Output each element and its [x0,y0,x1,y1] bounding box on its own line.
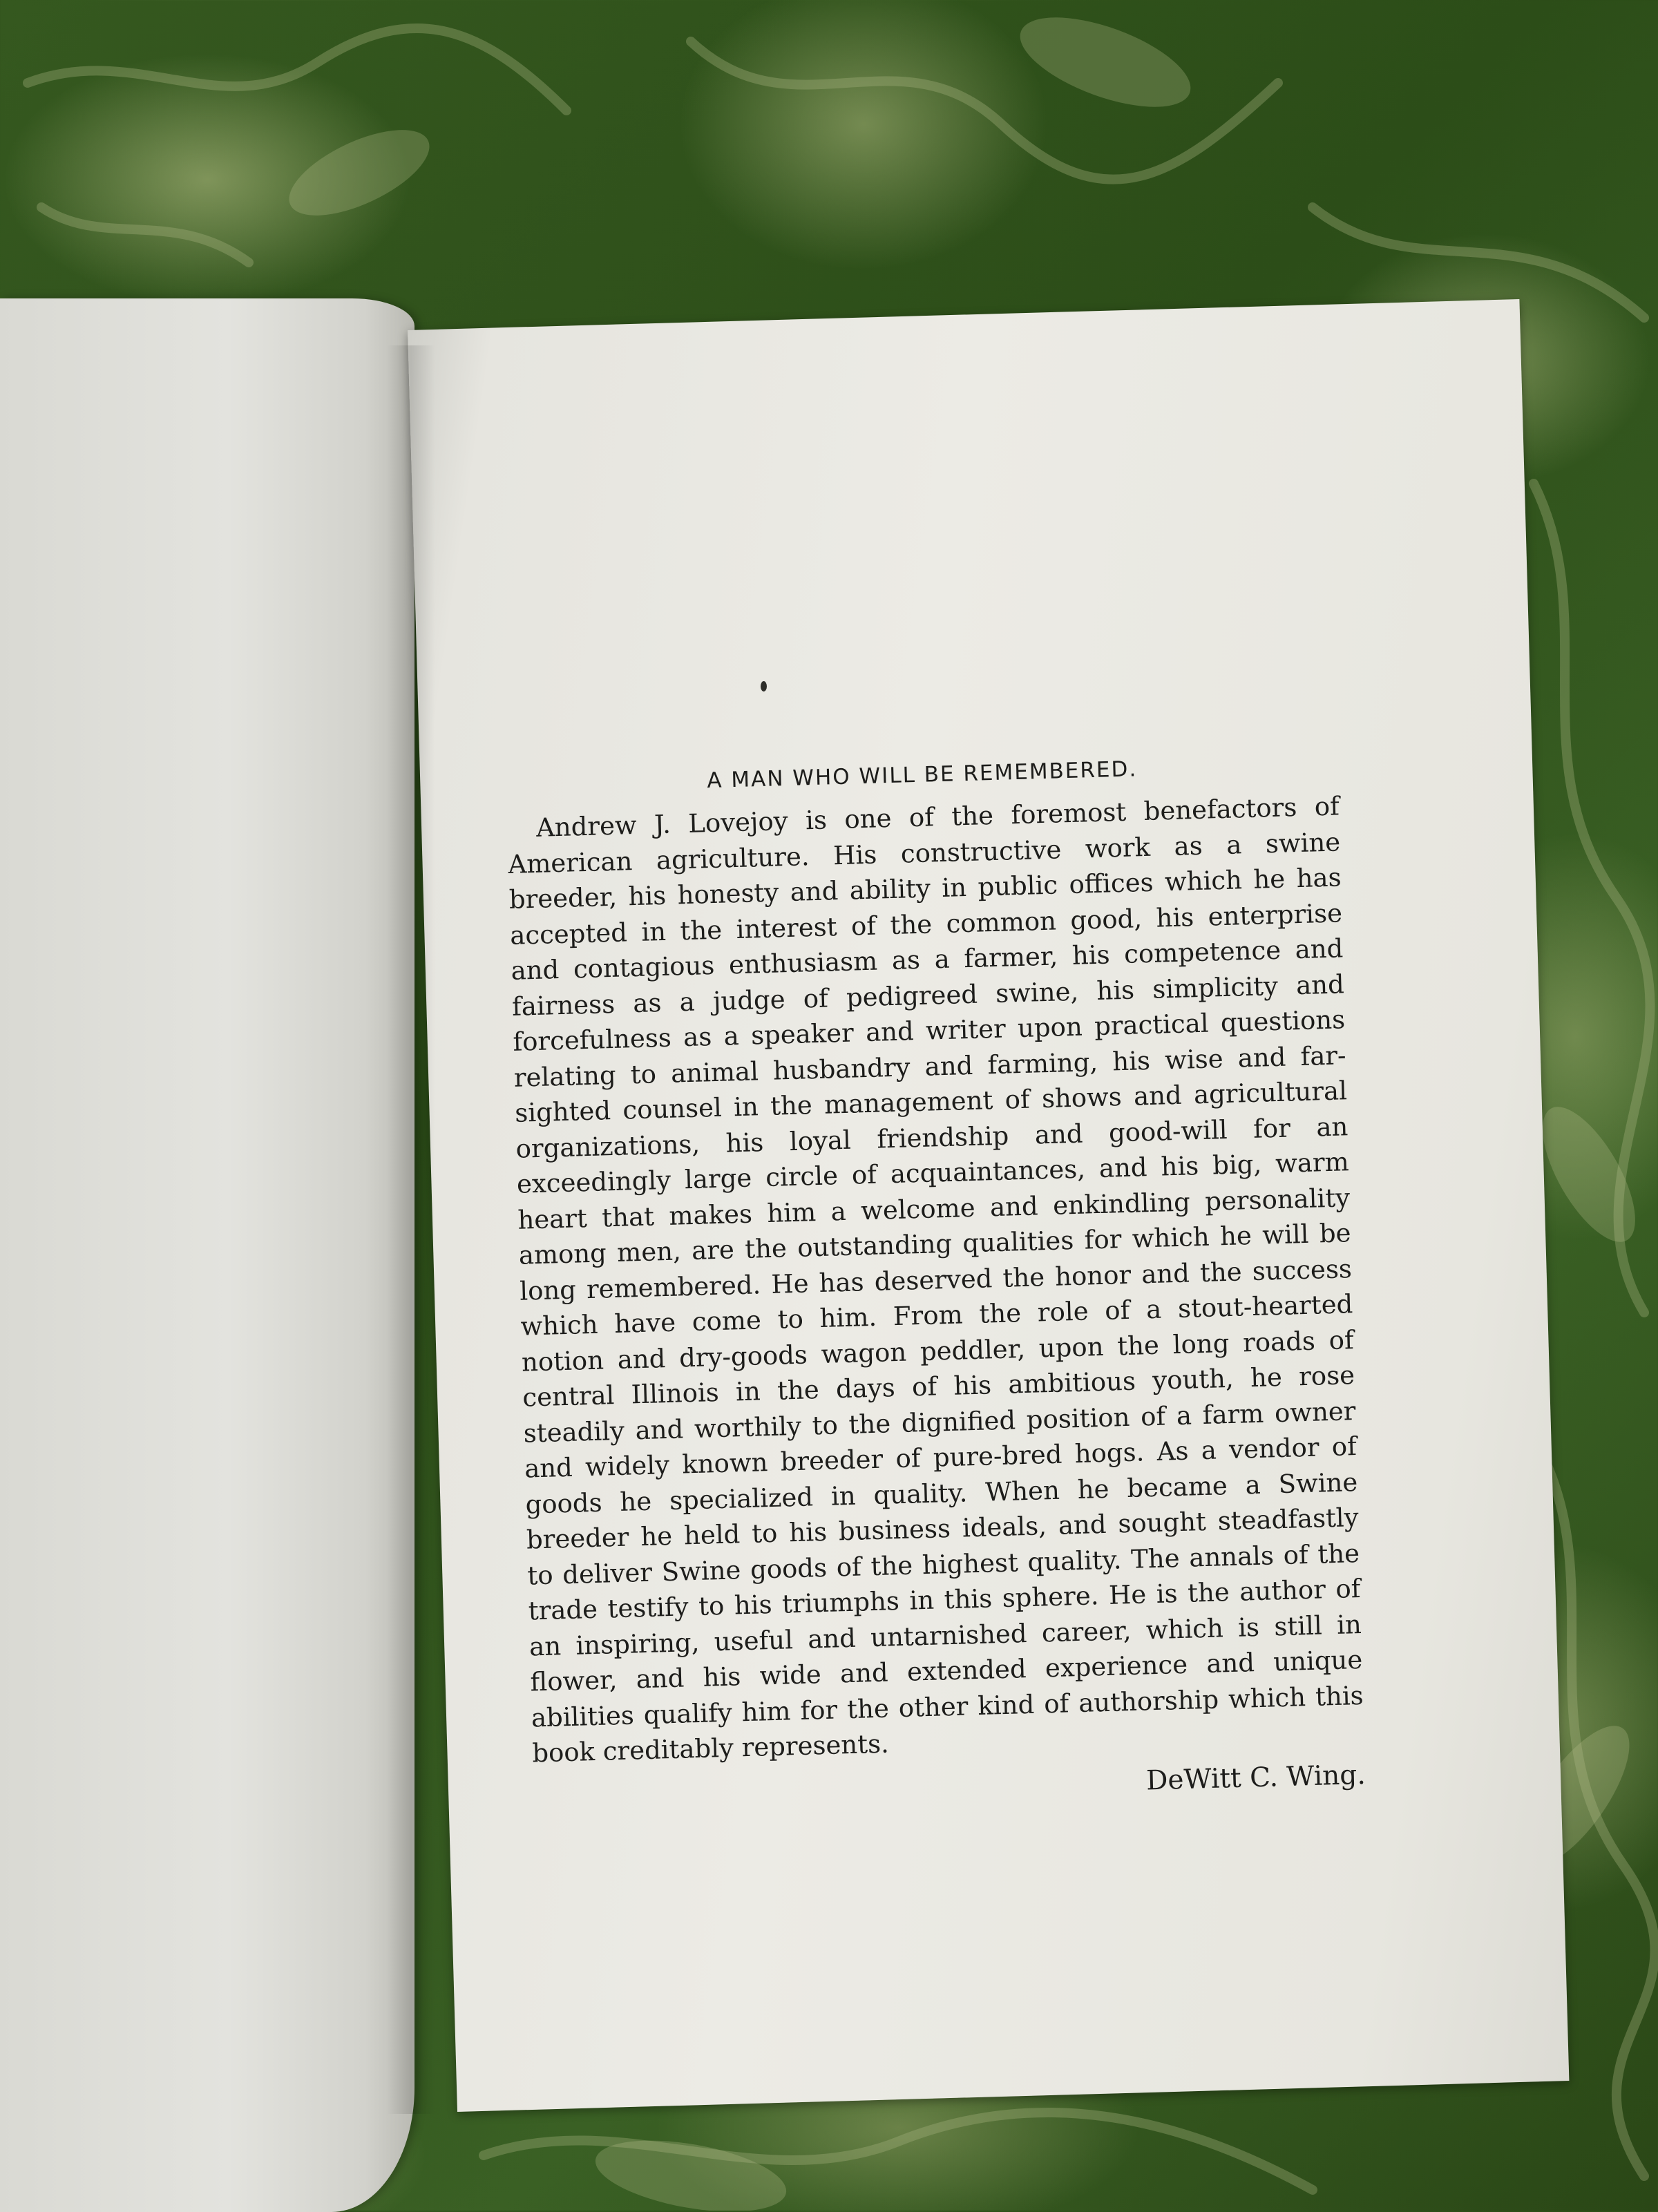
page-heading: A MAN WHO WILL BE REMEMBERED. [706,756,1138,794]
ink-speck [761,681,767,692]
page-text [506,751,1366,1815]
left-page [0,298,414,2212]
book-gutter [387,345,435,2114]
author-signature: DeWitt C. Wing. [1145,1759,1366,1796]
body-paragraph: Andrew J. Lovejoy is one of the foremost benefactors of American agriculture. His constructive work as a swine breeder, his honesty and ability in public offices which he has accepted in the interest of the common good, his enterprise and contagious enthusiasm as a farmer, his competence and fairness as a judge of pedigreed swine, his simplicity and forcefulness as a speaker and writer upon practical questions relating to animal husbandry and farming, his wise and far-sighted counsel in the management of shows and agricultural organizations, his loyal friendship and good-will for an exceedingly large circle of acquaintances, and his big, warm heart that makes him a welcome and enkindling personality among men, are the outstanding qualities for which he will be long remembered. He has deserved the honor and the success which have come to him. From the role of a stout-hearted notion and dry-goods wagon peddler, upon the long roads of central Illinois in the days of his ambitious youth, he rose steadily and worthily to the dignified position of a farm owner and widely known breeder of pure-bred hogs. As a vendor of goods he specialized in quality. When he became a Swine breeder he held to his business ideals, and sought steadfastly to deliver Swine goods of the highest quality. The annals of the trade testify to his triumphs in this sphere. He is the author of an inspiring, useful and untarnished career, which is still in flower, and his wide and extended experience and unique abilities qualify him for the other kind of authorship which this book creditably represents. [507,791,1364,1768]
